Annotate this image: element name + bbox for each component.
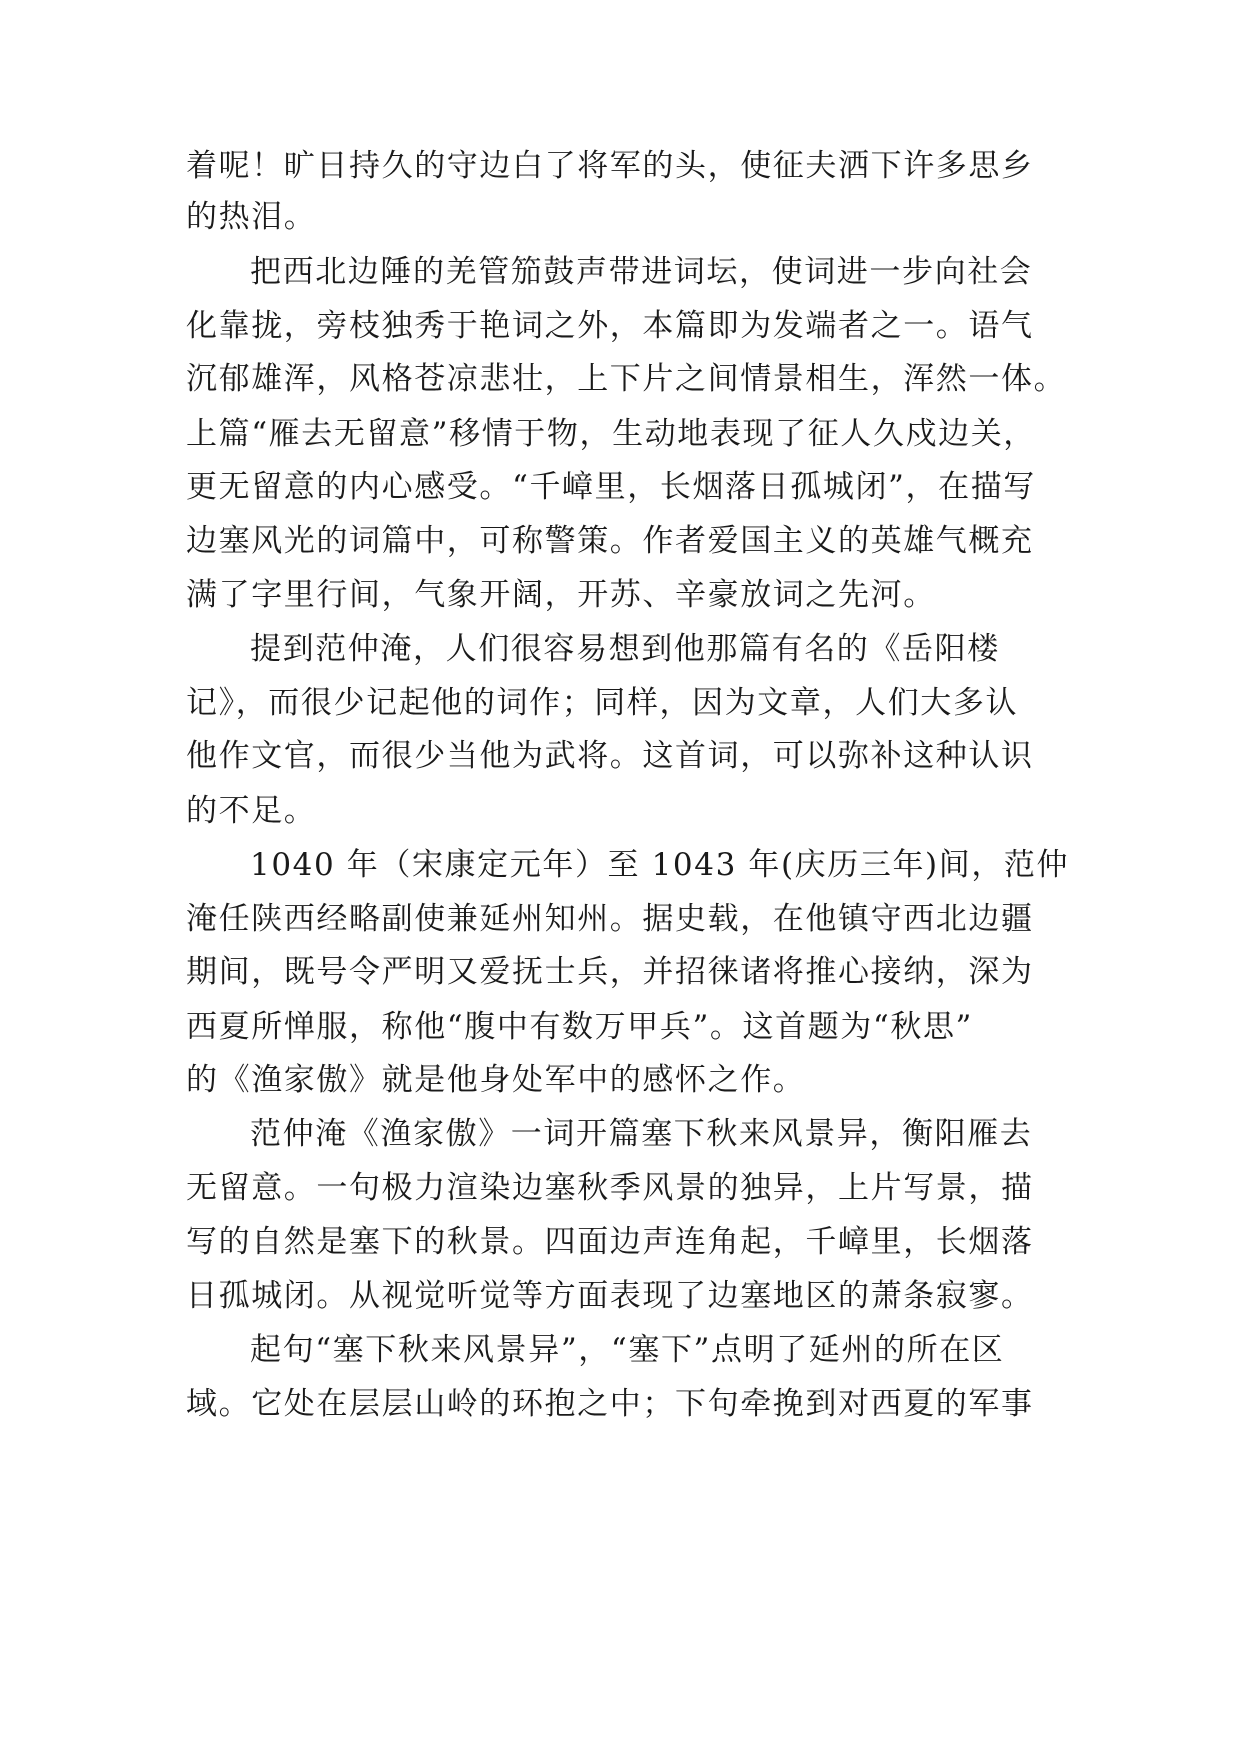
text-line: 的不足。 xyxy=(186,793,317,829)
paragraph-first-line: 提到范仲淹，人们很容易想到他那篇有名的《岳阳楼 xyxy=(250,631,1000,667)
paragraph-first-line: 1040 年（宋康定元年）至 1043 年(庆历三年)间，范仲 xyxy=(250,847,1070,883)
text-line: 无留意。一句极力渲染边塞秋季风景的独异，上片写景，描 xyxy=(186,1170,1034,1206)
text-line: 的热泪。 xyxy=(186,199,317,235)
text-line: 域。它处在层层山岭的环抱之中；下句牵挽到对西夏的军事 xyxy=(186,1386,1034,1422)
text-line: 边塞风光的词篇中，可称警策。作者爱国主义的英雄气概充 xyxy=(186,523,1034,559)
text-line: 化靠拢，旁枝独秀于艳词之外，本篇即为发端者之一。语气 xyxy=(186,308,1034,344)
text-line: 写的自然是塞下的秋景。四面边声连角起，千嶂里，长烟落 xyxy=(186,1224,1034,1260)
paragraph-first-line: 把西北边陲的羌管笳鼓声带进词坛，使词进一步向社会 xyxy=(250,254,1033,290)
paragraph-first-line: 范仲淹《渔家傲》一词开篇塞下秋来风景异，衡阳雁去 xyxy=(250,1116,1033,1152)
text-line: 期间，既号令严明又爱抚士兵，并招徕诸将推心接纳，深为 xyxy=(186,954,1034,990)
text-line: 他作文官，而很少当他为武将。这首词，可以弥补这种认识 xyxy=(186,738,1034,774)
text-line: 着呢！旷日持久的守边白了将军的头，使征夫洒下许多思乡 xyxy=(186,148,1034,184)
text-line: 更无留意的内心感受。“千嶂里，长烟落日孤城闭”，在描写 xyxy=(186,469,1036,505)
text-line: 淹任陕西经略副使兼延州知州。据史载，在他镇守西北边疆 xyxy=(186,901,1034,937)
text-line: 日孤城闭。从视觉听觉等方面表现了边塞地区的萧条寂寥。 xyxy=(186,1278,1034,1314)
paragraph-first-line: 起句“塞下秋来风景异”，“塞下”点明了延州的所在区 xyxy=(250,1332,1005,1368)
text-line: 记》，而很少记起他的词作；同样，因为文章，人们大多认 xyxy=(186,685,1019,721)
text-line: 西夏所惮服，称他“腹中有数万甲兵”。这首题为“秋思” xyxy=(186,1009,973,1045)
text-line: 沉郁雄浑，风格苍凉悲壮，上下片之间情景相生，浑然一体。 xyxy=(186,361,1067,397)
text-line: 的《渔家傲》就是他身处军中的感怀之作。 xyxy=(186,1062,806,1098)
text-line: 满了字里行间，气象开阔，开苏、辛豪放词之先河。 xyxy=(186,577,936,613)
text-line: 上篇“雁去无留意”移情于物，生动地表现了征人久戍边关， xyxy=(186,416,1036,452)
